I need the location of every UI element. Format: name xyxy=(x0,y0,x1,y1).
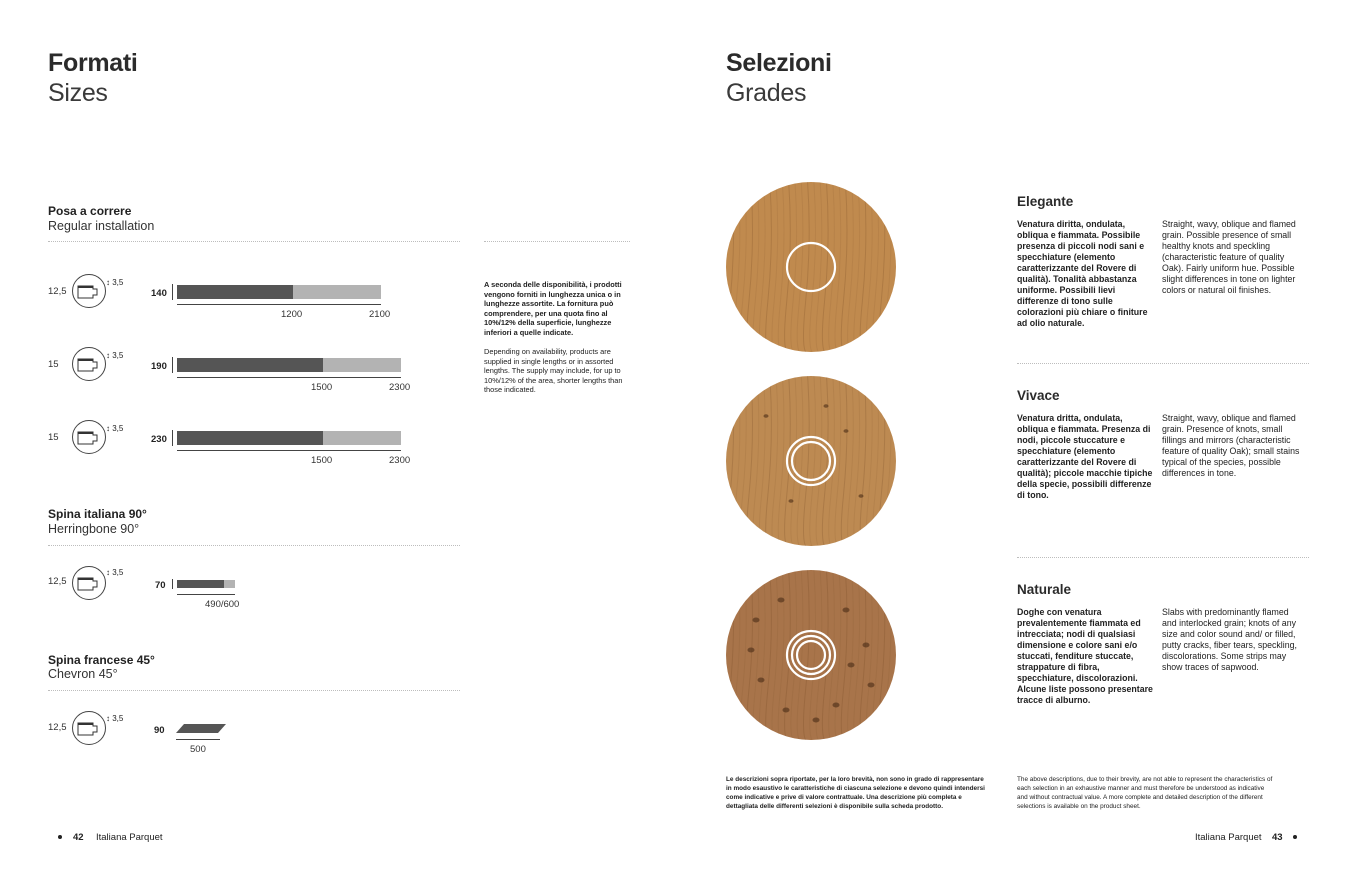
size-row xyxy=(48,347,448,395)
herringbone-row xyxy=(48,566,248,614)
length-bar xyxy=(177,431,401,445)
length-ruler xyxy=(177,377,401,378)
width-label: 70 xyxy=(155,580,166,591)
length-ruler xyxy=(177,594,235,595)
divider xyxy=(48,690,460,691)
grade-name: Elegante xyxy=(1017,194,1074,209)
wear-layer-label: ↕ 3,5 xyxy=(106,714,124,723)
section-chevron-title-en: Chevron 45° xyxy=(48,667,118,681)
grade-name: Vivace xyxy=(1017,388,1060,403)
thickness-label: 15 xyxy=(48,432,59,443)
right-title-it: Selezioni xyxy=(726,49,832,77)
chevron-plank-shape xyxy=(176,724,228,734)
left-title-en: Sizes xyxy=(48,79,108,107)
width-marker xyxy=(172,284,173,300)
wear-layer-label: ↕ 3,5 xyxy=(106,424,124,433)
wood-sample-disc xyxy=(726,376,896,546)
divider xyxy=(1017,363,1309,364)
length-bar-min xyxy=(177,285,293,299)
width-label: 140 xyxy=(151,288,167,299)
left-title-it: Formati xyxy=(48,49,138,77)
profile-icon xyxy=(72,420,106,454)
grade-description-en: Slabs with predominantly flamed and interlocked grain; knots of any size and color sound and/ or filled, putty cracks, fiber tears, speckling, discolorations. Some strips may show traces of sapwood. xyxy=(1162,607,1297,672)
divider xyxy=(48,241,460,242)
availability-note-en: Depending on availability, products are supplied in single lengths or in assorted lengths. The supply may include, for up to 10%/12% of the area, shorter lengths than those indicated. xyxy=(484,347,623,395)
footer-brand: Italiana Parquet xyxy=(1195,832,1262,843)
width-marker xyxy=(172,357,173,373)
length-ruler xyxy=(177,304,381,305)
wood-sample-disc xyxy=(726,570,896,740)
length-ruler xyxy=(176,739,220,740)
length-bar-min xyxy=(177,358,323,372)
grade-description-en: Straight, wavy, oblique and flamed grain. Possible presence of small healthy knots and speckling (characteristic feature of quality Oak). Fairly uniform hue. Possible slight differences in tone on lighter colors or natural oil finishes. xyxy=(1162,219,1296,295)
length-bar xyxy=(177,285,381,299)
disclaimer-en: The above descriptions, due to their brevity, are not able to represent the characteristics of each selection in an exhaustive manner and must therefore be understood as indicative and without contractual value. A more complete and detailed description of the different selections is available on the product sheet. xyxy=(1017,776,1273,810)
size-row xyxy=(48,274,448,322)
width-marker xyxy=(172,579,173,589)
thickness-label: 12,5 xyxy=(48,722,67,733)
max-length-label: 2300 xyxy=(389,382,411,393)
thickness-label: 15 xyxy=(48,359,59,370)
footer-brand: Italiana Parquet xyxy=(96,832,163,843)
profile-icon xyxy=(72,566,106,600)
divider xyxy=(484,241,630,242)
width-label: 90 xyxy=(154,725,165,736)
section-herringbone-title-en: Herringbone 90° xyxy=(48,522,140,536)
section-regular-title-it: Posa a correre xyxy=(48,204,132,218)
divider xyxy=(48,545,460,546)
profile-icon xyxy=(72,274,106,308)
wear-layer-label: ↕ 3,5 xyxy=(106,278,124,287)
wear-layer-label: ↕ 3,5 xyxy=(106,568,124,577)
min-length-label: 1200 xyxy=(281,309,303,320)
grade-description-it: Doghe con venatura prevalentemente fiammata ed intrecciata; nodi di qualsiasi dimensione e colore sani e/o stuccati, fenditure stuccate, strappature di fibra, specchiature, discolorazioni. Alcune liste possono presentare tracce di alburno. xyxy=(1017,607,1153,705)
length-ruler xyxy=(177,450,401,451)
length-bar xyxy=(177,358,401,372)
grade-description-it: Venatura diritta, ondulata, obliqua e fiammata. Possibile presenza di piccoli nodi sani e specchiature (elemento caratterizzante del Rovere di qualità). Tonalità abbastanza uniforme. Possibili lievi differenze di tono sulle colorazioni più chiare o finiture ad olio naturale. xyxy=(1017,219,1148,328)
profile-icon xyxy=(72,347,106,381)
section-regular-title-en: Regular installation xyxy=(48,219,155,233)
availability-note-it: A seconda delle disponibilità, i prodotti vengono forniti in lunghezza unica o in lunghezze assortite. La fornitura può comprendere, per una quota fino al 10%/12% della superficie, lunghezze inferiori a quelle indicate. xyxy=(484,280,622,337)
width-marker xyxy=(172,430,173,446)
wood-sample-disc xyxy=(726,182,896,352)
max-length-label: 2300 xyxy=(389,455,411,466)
length-bar-min xyxy=(177,431,323,445)
chevron-row xyxy=(48,711,248,759)
length-label: 500 xyxy=(190,744,206,755)
min-length-label: 1500 xyxy=(311,455,333,466)
thickness-label: 12,5 xyxy=(48,286,67,297)
size-row xyxy=(48,420,448,468)
wear-layer-label: ↕ 3,5 xyxy=(106,351,124,360)
thickness-label: 12,5 xyxy=(48,576,67,587)
disclaimer-it: Le descrizioni sopra riportate, per la loro brevità, non sono in grado di rappresentare in modo esaustivo le caratteristiche di ciascuna selezione e devono quindi intendersi come indicative e prive di valore contrattuale. Una descrizione più completa e dettagliata delle differenti selezioni è disponibile sulla scheda prodotto. xyxy=(726,776,985,810)
length-label: 490/600 xyxy=(205,599,240,610)
section-chevron-title-it: Spina francese 45° xyxy=(48,653,155,667)
section-herringbone-title-it: Spina italiana 90° xyxy=(48,507,147,521)
grade-name: Naturale xyxy=(1017,582,1072,597)
length-bar-min xyxy=(177,580,224,588)
min-length-label: 1500 xyxy=(311,382,333,393)
grade-description-it: Venatura dritta, ondulata, obliqua e fiammata. Presenza di nodi, piccole stuccature e specchiature (elemento caratterizzante del Rovere di qualità); piccole macchie tipiche della specie, possibili differenze di tono. xyxy=(1017,413,1153,500)
length-bar xyxy=(177,580,235,588)
width-label: 230 xyxy=(151,434,167,445)
grade-description-en: Straight, wavy, oblique and flamed grain. Presence of knots, small fillings and mirrors (characteristic feature of quality Oak); small stains typical of the species, possible differences in tone. xyxy=(1162,413,1300,478)
width-label: 190 xyxy=(151,361,167,372)
divider xyxy=(1017,557,1309,558)
footer-page-number: 42 xyxy=(73,832,84,843)
right-title-en: Grades xyxy=(726,79,807,107)
max-length-label: 2100 xyxy=(369,309,391,320)
footer-bullet xyxy=(58,835,62,839)
footer-bullet xyxy=(1293,835,1297,839)
profile-icon xyxy=(72,711,106,745)
footer-page-number: 43 xyxy=(1272,832,1283,843)
